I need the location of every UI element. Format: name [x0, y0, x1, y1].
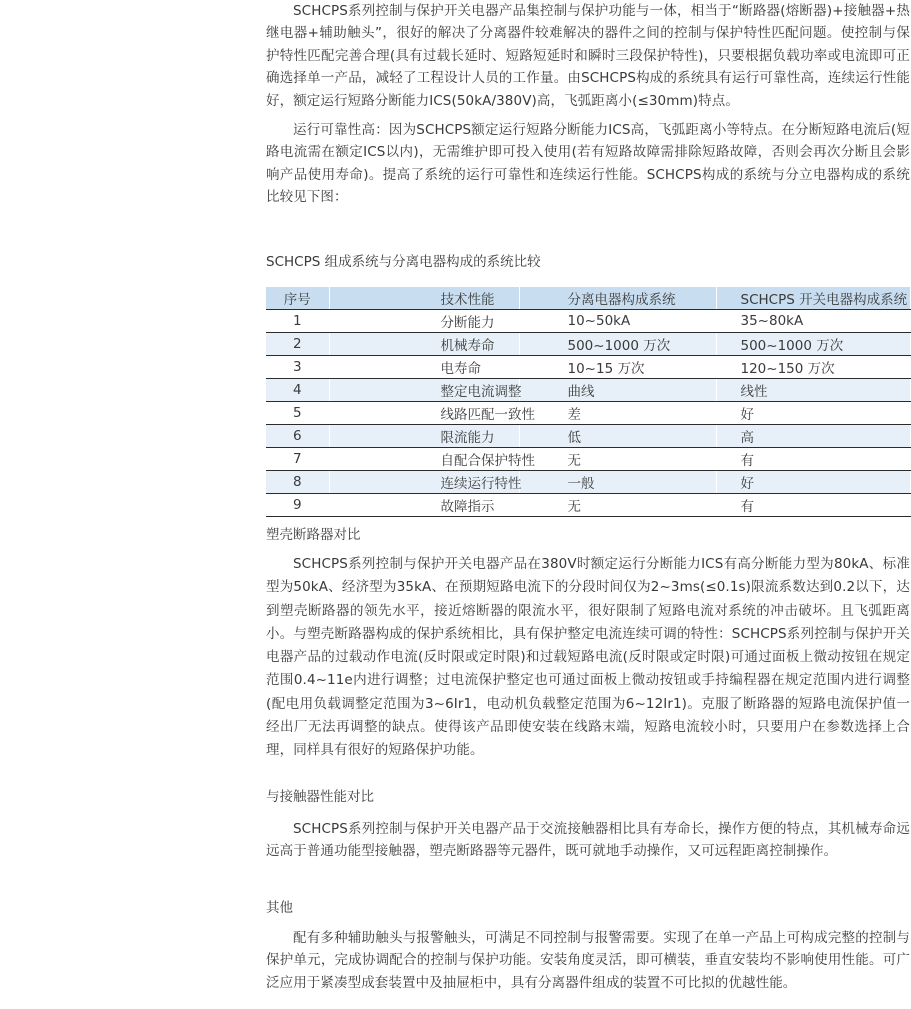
table-row	[266, 310, 910, 333]
cell-schcps: 35~80kA	[716, 310, 910, 333]
other-section	[266, 897, 910, 994]
cell-separate: 差	[519, 402, 716, 425]
cell-no: 5	[266, 402, 329, 425]
cell-no: 9	[266, 494, 329, 517]
cell-schcps: 有	[716, 448, 910, 471]
cell-feature: 连续运行特性	[329, 471, 519, 494]
cell-feature: 分断能力	[329, 310, 519, 333]
intro-paragraph-2: 运行可靠性高：因为SCHCPS额定运行短路分断能力ICS高，飞弧距离小等特点。在分断短路电流后(短路电流需在额定ICS以内)，无需维护即可投入使用(若有短路故障需排除短路故障，否则会再次分断且会影响产品使用寿命)。提高了系统的运行可靠性和连续运行性能。SCHCPS构成的系统与分立电器构成的系统比较见下图：	[266, 122, 910, 206]
table-caption: SCHCPS 组成系统与分离电器构成的系统比较	[266, 254, 541, 270]
cell-schcps: 好	[716, 402, 910, 425]
cell-no: 8	[266, 471, 329, 494]
table-row	[266, 494, 910, 517]
cell-schcps: 500~1000 万次	[716, 333, 910, 356]
cell-separate: 10~50kA	[519, 310, 716, 333]
cell-no: 4	[266, 379, 329, 402]
mccb-heading: 塑壳断路器对比	[266, 527, 361, 543]
comparison-table	[266, 287, 911, 517]
contactor-section	[266, 786, 910, 863]
header-separate: 分离电器构成系统	[519, 287, 716, 310]
cell-feature: 整定电流调整	[329, 379, 519, 402]
header-feature: 技术性能	[329, 287, 519, 310]
contactor-paragraph: SCHCPS系列控制与保护开关电器产品于交流接触器相比具有寿命长，操作方便的特点，其机械寿命远远高于普通功能型接触器，塑壳断路器等元器件，既可就地手动操作，又可远程距离控制操作。	[266, 821, 910, 860]
cell-no: 3	[266, 356, 329, 379]
cell-no: 1	[266, 310, 329, 333]
cell-feature: 限流能力	[329, 425, 519, 448]
cell-feature: 故障指示	[329, 494, 519, 517]
cell-schcps: 有	[716, 494, 910, 517]
cell-separate: 10~15 万次	[519, 356, 716, 379]
cell-separate: 低	[519, 425, 716, 448]
header-no: 序号	[266, 287, 329, 310]
other-heading: 其他	[266, 900, 293, 916]
table-row	[266, 333, 910, 356]
contactor-heading: 与接触器性能对比	[266, 789, 374, 805]
mccb-section	[266, 524, 910, 763]
cell-schcps: 好	[716, 471, 910, 494]
table-row	[266, 448, 910, 471]
cell-feature: 电寿命	[329, 356, 519, 379]
cell-feature: 机械寿命	[329, 333, 519, 356]
cell-separate: 500~1000 万次	[519, 333, 716, 356]
table-row	[266, 471, 910, 494]
cell-schcps: 高	[716, 425, 910, 448]
table-row	[266, 425, 910, 448]
table-row	[266, 379, 910, 402]
cell-no: 2	[266, 333, 329, 356]
intro-section	[266, 0, 910, 209]
cell-separate: 曲线	[519, 379, 716, 402]
other-paragraph: 配有多种辅助触头与报警触头，可满足不同控制与报警需要。实现了在单一产品上可构成完整的控制与保护单元，完成协调配合的控制与保护功能。安装角度灵活，即可横装，垂直安装均不影响使用性能。可广泛应用于紧凑型成套装置中及抽屉柜中，具有分离器件组成的装置不可比拟的优越性能。	[266, 930, 910, 991]
cell-feature: 自配合保护特性	[329, 448, 519, 471]
table-row	[266, 356, 910, 379]
cell-no: 6	[266, 425, 329, 448]
cell-schcps: 120~150 万次	[716, 356, 910, 379]
cell-separate: 无	[519, 494, 716, 517]
cell-no: 7	[266, 448, 329, 471]
cell-separate: 一般	[519, 471, 716, 494]
table-header-row	[266, 287, 910, 310]
table-row	[266, 402, 910, 425]
intro-paragraph-1: SCHCPS系列控制与保护开关电器产品集控制与保护功能与一体，相当于“断路器(熔断器)+接触器+热继电器+辅助触头”，很好的解决了分离器件较难解决的器件之间的控制与保护特性匹配问题。使控制与保护特性匹配完善合理(具有过载长延时、短路短延时和瞬时三段保护特性)，只要根据负载功率或电流即可正确选择单一产品，减轻了工程设计人员的工作量。由SCHCPS构成的系统具有运行可靠性高，连续运行性能好，额定运行短路分断能力ICS(50kA/380V)高，飞弧距离小(≤30mm)特点。	[266, 3, 910, 109]
header-schcps: SCHCPS 开关电器构成系统	[716, 287, 910, 310]
mccb-paragraph: SCHCPS系列控制与保护开关电器产品在380V时额定运行分断能力ICS有高分断能力型为80kA、标准型为50kA、经济型为35kA、在预期短路电流下的分段时间仅为2~3ms(≤0.1s)限流系数达到0.2以下，达到塑壳断路器的领先水平，接近熔断器的限流水平，很好限制了短路电流对系统的冲击破坏。且飞弧距离小。与塑壳断路器构成的保护系统相比，具有保护整定电流连续可调的特性：SCHCPS系列控制与保护开关电器产品的过载动作电流(反时限或定时限)和过载短路电流(反时限或定时限)可通过面板上微动按钮在规定范围0.4~11e内进行调整；过电流保护整定也可通过面板上微动按钮或手持编程器在规定范围内进行调整(配电用负载调整定范围为3~6Ir1，电动机负载整定范围为6~12Ir1)。克服了断路器的短路电流保护值一经出厂无法再调整的缺点。使得该产品即使安装在线路末端，短路电流较小时，只要用户在参数选择上合理，同样具有很好的短路保护功能。	[266, 556, 910, 759]
cell-feature: 线路匹配一致性	[329, 402, 519, 425]
cell-schcps: 线性	[716, 379, 910, 402]
cell-separate: 无	[519, 448, 716, 471]
